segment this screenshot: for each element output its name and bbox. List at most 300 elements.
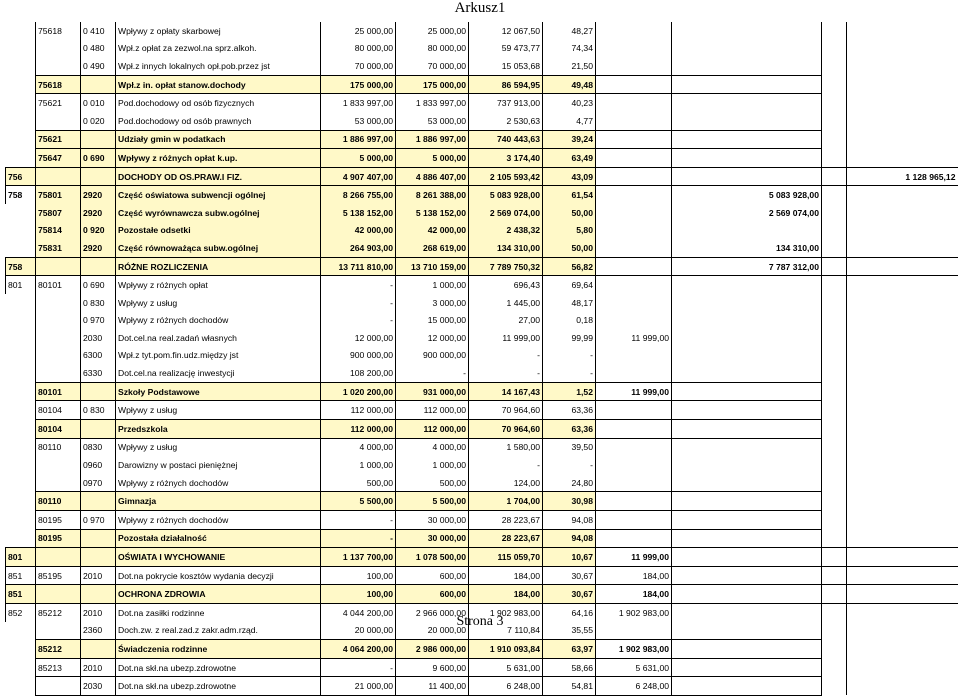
table-row <box>6 474 958 492</box>
cell-a: 758 <box>6 186 36 204</box>
cell-f: 1 886 997,00 <box>396 130 469 149</box>
cell-g: 86 594,95 <box>469 75 543 94</box>
cell-k <box>822 130 847 149</box>
cell-a <box>6 492 36 511</box>
cell-h: 40,23 <box>543 94 596 112</box>
cell-d: Wpł.z innych lokalnych opł.pob.przez jst <box>116 57 321 75</box>
cell-h: 21,50 <box>543 57 596 75</box>
cell-e: 100,00 <box>321 585 396 604</box>
cell-g: 2 438,32 <box>469 222 543 240</box>
cell-a <box>6 239 36 257</box>
cell-i <box>596 364 672 382</box>
cell-a <box>6 474 36 492</box>
cell-b <box>36 456 81 474</box>
cell-h: 99,99 <box>543 329 596 347</box>
cell-h: 58,66 <box>543 658 596 677</box>
cell-d: Część oświatowa subwencji ogólnej <box>116 186 321 204</box>
cell-k <box>822 566 847 585</box>
cell-i <box>596 130 672 149</box>
cell-h: 56,82 <box>543 257 596 276</box>
cell-g: 1 902 983,00 <box>469 604 543 622</box>
table-row <box>6 401 958 420</box>
cell-a <box>6 57 36 75</box>
cell-h: 0,18 <box>543 312 596 330</box>
cell-b: 75618 <box>36 75 81 94</box>
cell-j <box>672 167 822 186</box>
table-row <box>6 75 958 94</box>
cell-d: Pozostała działalność <box>116 529 321 548</box>
cell-i: 11 999,00 <box>596 382 672 401</box>
cell-j <box>672 401 822 420</box>
cell-f: 12 000,00 <box>396 329 469 347</box>
cell-b: 80104 <box>36 420 81 439</box>
cell-b: 75801 <box>36 186 81 204</box>
cell-h: 63,36 <box>543 420 596 439</box>
cell-f: 30 000,00 <box>396 511 469 530</box>
cell-k <box>822 276 847 294</box>
cell-k <box>822 585 847 604</box>
cell-j <box>672 40 822 58</box>
cell-e: 5 500,00 <box>321 492 396 511</box>
cell-f: 600,00 <box>396 585 469 604</box>
cell-e: 4 000,00 <box>321 438 396 456</box>
cell-b: 75618 <box>36 22 81 40</box>
budget-table <box>5 22 958 696</box>
cell-h: 49,48 <box>543 75 596 94</box>
cell-c: 0960 <box>81 456 116 474</box>
cell-c: 0 920 <box>81 222 116 240</box>
cell-i <box>596 204 672 222</box>
cell-g: 1 445,00 <box>469 294 543 312</box>
cell-d: Wpł.z tyt.pom.fin.udz.między jst <box>116 347 321 365</box>
cell-h: 48,17 <box>543 294 596 312</box>
cell-f: 13 710 159,00 <box>396 257 469 276</box>
table-row <box>6 640 958 659</box>
cell-d: Część równoważąca subw.ogólnej <box>116 239 321 257</box>
cell-d: Wpływy z różnych dochodów <box>116 511 321 530</box>
cell-b: 80110 <box>36 492 81 511</box>
cell-f: 5 000,00 <box>396 149 469 168</box>
cell-k <box>822 456 847 474</box>
table-row <box>6 22 958 40</box>
cell-d: DOCHODY OD OS.PRAW.I FIZ. <box>116 167 321 186</box>
cell-j <box>672 75 822 94</box>
cell-l <box>847 474 958 492</box>
cell-d: Szkoły Podstawowe <box>116 382 321 401</box>
table-row <box>6 294 958 312</box>
cell-e: 20 000,00 <box>321 622 396 640</box>
cell-i <box>596 529 672 548</box>
table-row <box>6 347 958 365</box>
cell-g: 740 443,63 <box>469 130 543 149</box>
cell-i <box>596 239 672 257</box>
cell-a <box>6 456 36 474</box>
cell-e: 12 000,00 <box>321 329 396 347</box>
cell-l <box>847 22 958 40</box>
cell-c: 0 010 <box>81 94 116 112</box>
cell-d: Część wyrównawcza subw.ogólnej <box>116 204 321 222</box>
cell-c <box>81 257 116 276</box>
cell-h: 94,08 <box>543 529 596 548</box>
cell-b <box>36 312 81 330</box>
cell-c: 0 830 <box>81 401 116 420</box>
cell-d: Doch.zw. z real.zad.z zakr.adm.rząd. <box>116 622 321 640</box>
cell-j <box>672 364 822 382</box>
cell-i: 184,00 <box>596 585 672 604</box>
cell-f: 175 000,00 <box>396 75 469 94</box>
sheet-title: Arkusz1 <box>454 0 506 16</box>
table-row <box>6 204 958 222</box>
cell-c: 2010 <box>81 566 116 585</box>
cell-e: 1 137 700,00 <box>321 548 396 567</box>
cell-b: 75647 <box>36 149 81 168</box>
cell-f: 112 000,00 <box>396 420 469 439</box>
cell-g: 2 569 074,00 <box>469 204 543 222</box>
cell-a <box>6 130 36 149</box>
cell-e: 1 833 997,00 <box>321 94 396 112</box>
cell-b <box>36 294 81 312</box>
cell-d: Pod.dochodowy od osób fizycznych <box>116 94 321 112</box>
cell-l <box>847 420 958 439</box>
cell-b: 75814 <box>36 222 81 240</box>
table-row <box>6 511 958 530</box>
cell-h: 1,52 <box>543 382 596 401</box>
cell-i <box>596 57 672 75</box>
cell-g: 184,00 <box>469 585 543 604</box>
cell-f: 80 000,00 <box>396 40 469 58</box>
cell-b <box>36 40 81 58</box>
cell-a <box>6 677 36 696</box>
cell-a: 851 <box>6 566 36 585</box>
cell-l <box>847 239 958 257</box>
cell-e: 175 000,00 <box>321 75 396 94</box>
cell-c <box>81 529 116 548</box>
cell-i <box>596 40 672 58</box>
cell-c: 6300 <box>81 347 116 365</box>
cell-f: 4 000,00 <box>396 438 469 456</box>
cell-e: 1 020 200,00 <box>321 382 396 401</box>
cell-d: Wpływy z różnych dochodów <box>116 474 321 492</box>
cell-f: 5 138 152,00 <box>396 204 469 222</box>
cell-k <box>822 239 847 257</box>
cell-j <box>672 492 822 511</box>
cell-a <box>6 94 36 112</box>
cell-j <box>672 456 822 474</box>
cell-b: 80104 <box>36 401 81 420</box>
cell-i: 6 248,00 <box>596 677 672 696</box>
cell-j <box>672 112 822 130</box>
cell-k <box>822 658 847 677</box>
cell-d: Świadczenia rodzinne <box>116 640 321 659</box>
cell-i <box>596 186 672 204</box>
cell-a <box>6 149 36 168</box>
cell-e: 4 044 200,00 <box>321 604 396 622</box>
cell-f: 1 833 997,00 <box>396 94 469 112</box>
cell-k <box>822 22 847 40</box>
table-row <box>6 420 958 439</box>
cell-a <box>6 329 36 347</box>
cell-f: 4 886 407,00 <box>396 167 469 186</box>
cell-k <box>822 511 847 530</box>
cell-j <box>672 548 822 567</box>
cell-l <box>847 294 958 312</box>
cell-l <box>847 276 958 294</box>
cell-j <box>672 658 822 677</box>
cell-h: 54,81 <box>543 677 596 696</box>
cell-f: 11 400,00 <box>396 677 469 696</box>
cell-i: 184,00 <box>596 566 672 585</box>
cell-g: 15 053,68 <box>469 57 543 75</box>
cell-k <box>822 294 847 312</box>
cell-i <box>596 420 672 439</box>
cell-c: 0 490 <box>81 57 116 75</box>
cell-i <box>596 149 672 168</box>
cell-l <box>847 186 958 204</box>
cell-h: 64,16 <box>543 604 596 622</box>
cell-l <box>847 585 958 604</box>
cell-g: 14 167,43 <box>469 382 543 401</box>
cell-l <box>847 529 958 548</box>
cell-g: 124,00 <box>469 474 543 492</box>
cell-j <box>672 566 822 585</box>
cell-c <box>81 548 116 567</box>
cell-g: 1 704,00 <box>469 492 543 511</box>
cell-a <box>6 312 36 330</box>
cell-c: 0 020 <box>81 112 116 130</box>
cell-f: 500,00 <box>396 474 469 492</box>
cell-e: 4 064 200,00 <box>321 640 396 659</box>
cell-j: 5 083 928,00 <box>672 186 822 204</box>
cell-k <box>822 548 847 567</box>
cell-e: 13 711 810,00 <box>321 257 396 276</box>
cell-h: 30,67 <box>543 566 596 585</box>
cell-g: 2 105 593,42 <box>469 167 543 186</box>
cell-j <box>672 420 822 439</box>
cell-b <box>36 347 81 365</box>
cell-h: 5,80 <box>543 222 596 240</box>
cell-i <box>596 438 672 456</box>
cell-d: Gimnazja <box>116 492 321 511</box>
cell-e: 1 886 997,00 <box>321 130 396 149</box>
cell-a: 851 <box>6 585 36 604</box>
cell-a: 852 <box>6 604 36 622</box>
cell-g: 2 530,63 <box>469 112 543 130</box>
cell-h: - <box>543 347 596 365</box>
cell-k <box>822 40 847 58</box>
cell-g: - <box>469 456 543 474</box>
cell-h: 94,08 <box>543 511 596 530</box>
cell-k <box>822 438 847 456</box>
cell-i <box>596 294 672 312</box>
cell-g: 696,43 <box>469 276 543 294</box>
table-row <box>6 492 958 511</box>
cell-j <box>672 382 822 401</box>
cell-h: - <box>543 456 596 474</box>
cell-i <box>596 167 672 186</box>
cell-c <box>81 640 116 659</box>
cell-j <box>672 294 822 312</box>
table-row <box>6 276 958 294</box>
cell-l <box>847 492 958 511</box>
cell-a: 801 <box>6 548 36 567</box>
cell-c <box>81 167 116 186</box>
cell-h: 35,55 <box>543 622 596 640</box>
table-row <box>6 167 958 186</box>
cell-e: - <box>321 294 396 312</box>
cell-e: - <box>321 312 396 330</box>
cell-f: 931 000,00 <box>396 382 469 401</box>
cell-f: 8 261 388,00 <box>396 186 469 204</box>
cell-h: 69,64 <box>543 276 596 294</box>
cell-a <box>6 75 36 94</box>
cell-a <box>6 438 36 456</box>
cell-k <box>822 257 847 276</box>
cell-b <box>36 167 81 186</box>
cell-f: 1 000,00 <box>396 276 469 294</box>
table-row <box>6 257 958 276</box>
cell-k <box>822 222 847 240</box>
cell-l <box>847 382 958 401</box>
cell-i <box>596 94 672 112</box>
cell-j <box>672 347 822 365</box>
cell-g: 1 580,00 <box>469 438 543 456</box>
cell-e: 80 000,00 <box>321 40 396 58</box>
cell-i: 11 999,00 <box>596 548 672 567</box>
cell-j <box>672 585 822 604</box>
cell-d: Wpływy z różnych opłat <box>116 276 321 294</box>
cell-h: 4,77 <box>543 112 596 130</box>
cell-b <box>36 329 81 347</box>
cell-k <box>822 94 847 112</box>
table-row <box>6 438 958 456</box>
cell-e: 100,00 <box>321 566 396 585</box>
cell-a <box>6 222 36 240</box>
cell-a: 801 <box>6 276 36 294</box>
cell-g: 3 174,40 <box>469 149 543 168</box>
cell-f: 25 000,00 <box>396 22 469 40</box>
cell-b: 80195 <box>36 511 81 530</box>
cell-a <box>6 204 36 222</box>
cell-b <box>36 548 81 567</box>
cell-f: 1 078 500,00 <box>396 548 469 567</box>
cell-b: 85212 <box>36 640 81 659</box>
cell-g: 7 110,84 <box>469 622 543 640</box>
cell-g: 12 067,50 <box>469 22 543 40</box>
table-row <box>6 658 958 677</box>
cell-g: 737 913,00 <box>469 94 543 112</box>
cell-l <box>847 57 958 75</box>
cell-b: 75831 <box>36 239 81 257</box>
cell-i <box>596 474 672 492</box>
cell-f: 268 619,00 <box>396 239 469 257</box>
cell-c: 2010 <box>81 658 116 677</box>
cell-l <box>847 329 958 347</box>
cell-c: 2010 <box>81 604 116 622</box>
cell-k <box>822 57 847 75</box>
cell-j <box>672 438 822 456</box>
cell-l <box>847 658 958 677</box>
cell-d: Wpływy z różnych dochodów <box>116 312 321 330</box>
cell-k <box>822 167 847 186</box>
cell-d: OŚWIATA I WYCHOWANIE <box>116 548 321 567</box>
cell-l <box>847 149 958 168</box>
cell-g: 70 964,60 <box>469 420 543 439</box>
cell-i <box>596 222 672 240</box>
cell-g: 27,00 <box>469 312 543 330</box>
cell-j <box>672 57 822 75</box>
cell-a <box>6 40 36 58</box>
cell-f: 3 000,00 <box>396 294 469 312</box>
cell-f: 2 986 000,00 <box>396 640 469 659</box>
cell-a <box>6 529 36 548</box>
cell-g: 59 473,77 <box>469 40 543 58</box>
cell-d: Przedszkola <box>116 420 321 439</box>
cell-h: 50,00 <box>543 239 596 257</box>
cell-g: 134 310,00 <box>469 239 543 257</box>
cell-l <box>847 677 958 696</box>
table-row <box>6 149 958 168</box>
cell-g: - <box>469 364 543 382</box>
cell-k <box>822 312 847 330</box>
cell-b: 80110 <box>36 438 81 456</box>
table-row <box>6 57 958 75</box>
cell-j <box>672 329 822 347</box>
cell-j: 2 569 074,00 <box>672 204 822 222</box>
table-row <box>6 677 958 696</box>
cell-j <box>672 677 822 696</box>
cell-e: 70 000,00 <box>321 57 396 75</box>
cell-i <box>596 257 672 276</box>
cell-h: 50,00 <box>543 204 596 222</box>
cell-d: Dot.na skł.na ubezp.zdrowotne <box>116 677 321 696</box>
cell-e: 25 000,00 <box>321 22 396 40</box>
cell-b: 75621 <box>36 94 81 112</box>
cell-d: Wpływy z opłaty skarbowej <box>116 22 321 40</box>
cell-f: 9 600,00 <box>396 658 469 677</box>
cell-h: 61,54 <box>543 186 596 204</box>
cell-d: Wpływy z usług <box>116 294 321 312</box>
cell-j <box>672 149 822 168</box>
table-row <box>6 312 958 330</box>
cell-l <box>847 204 958 222</box>
cell-e: 5 138 152,00 <box>321 204 396 222</box>
cell-e: 112 000,00 <box>321 420 396 439</box>
cell-g: 28 223,67 <box>469 529 543 548</box>
cell-l <box>847 257 958 276</box>
cell-h: - <box>543 364 596 382</box>
cell-d: Udziały gmin w podatkach <box>116 130 321 149</box>
table-row <box>6 456 958 474</box>
cell-i <box>596 312 672 330</box>
cell-l <box>847 94 958 112</box>
cell-e: 264 903,00 <box>321 239 396 257</box>
cell-g: 1 910 093,84 <box>469 640 543 659</box>
cell-a <box>6 364 36 382</box>
page-footer: Strona 3 <box>456 614 504 629</box>
cell-k <box>822 492 847 511</box>
cell-j <box>672 312 822 330</box>
cell-c: 0 690 <box>81 149 116 168</box>
cell-g: 184,00 <box>469 566 543 585</box>
cell-b: 85213 <box>36 658 81 677</box>
cell-h: 63,36 <box>543 401 596 420</box>
cell-e: 42 000,00 <box>321 222 396 240</box>
cell-h: 30,98 <box>543 492 596 511</box>
cell-l <box>847 566 958 585</box>
cell-d: Dot.na zasiłki rodzinne <box>116 604 321 622</box>
cell-f: 30 000,00 <box>396 529 469 548</box>
cell-k <box>822 640 847 659</box>
